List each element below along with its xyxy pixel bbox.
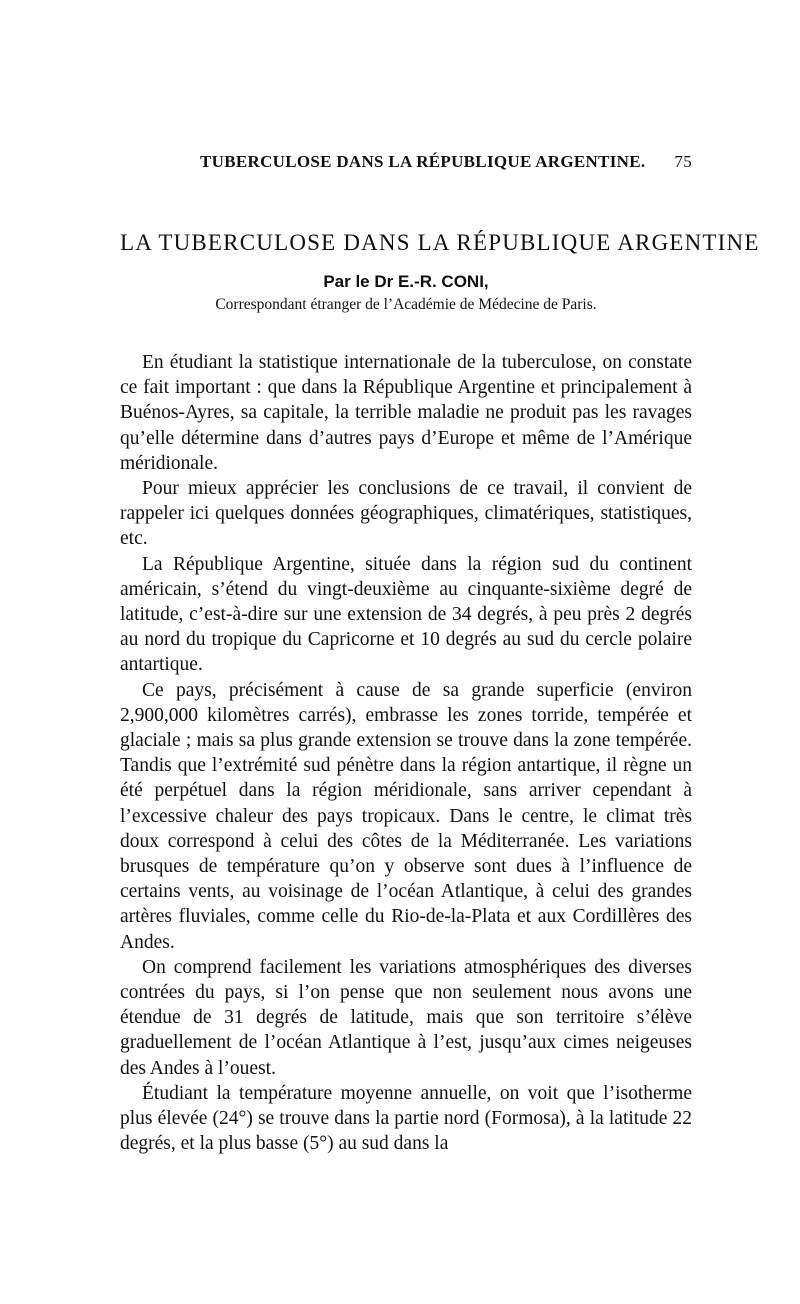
page-number: 75	[674, 152, 692, 171]
paragraph: On comprend facilement les variations atmosphériques des diverses contrées du pays, si l’on pense que non seulement nous avons une étendue de 31 degrés de latitude, mais que son territoire s’élève graduellement de l’océan Atlantique à l’est, jusqu’aux cimes neigeuses des Andes à l’ouest.	[120, 956, 692, 1079]
author-affiliation: Correspondant étranger de l’Académie de Médecine de Paris.	[215, 296, 597, 313]
paragraph: La République Argentine, située dans la région sud du continent américain, s’étend du vingt-deuxième au cinquante-sixième degré de latitude, c’est-à-dire sur une extension de 34 degrés, à peu près 2 degrés au nord du tropique du Capricorne et 10 degrés au sud du cercle polaire antartique.	[120, 553, 692, 676]
paragraph: En étudiant la statistique internationale de la tuberculose, on constate ce fait important : que dans la République Argentine et principalement à Buénos-Ayres, sa capitale, la terrible maladie ne produit pas les ravages qu’elle détermine dans d’autres pays d’Europe et même de l’Amérique méridionale.	[120, 352, 692, 474]
running-header	[120, 150, 692, 178]
paragraph: Pour mieux apprécier les conclusions de ce travail, il convient de rappeler ici quelques données géographiques, climatériques, statistiques, etc.	[120, 478, 692, 550]
running-header-title: TUBERCULOSE DANS LA RÉPUBLIQUE ARGENTINE.	[200, 152, 646, 171]
paragraph: Étudiant la température moyenne annuelle, on voit que l’isotherme plus élevée (24°) se trouve dans la partie nord (Formosa), à la latitude 22 degrés, et la plus basse (5°) au sud dans la	[120, 1082, 692, 1155]
paragraph: Ce pays, précisément à cause de sa grande superficie (environ 2,900,000 kilomètres carrés), embrasse les zones torride, tempérée et glaciale ; mais sa plus grande extension se trouve dans la zone tempérée. Tandis que l’extrémité sud pénètre dans la région antartique, il règne un été perpétuel dans la région méridionale, sans arriver cependant à l’excessive chaleur des pays tropicaux. Dans le centre, le climat très doux correspond à celui des côtes de la Méditerranée. Les variations brusques de température qu’on y observe sont dues à l’influence de certains vents, au voisinage de l’océan Atlantique, à celui des grandes artères fluviales, comme celle du Rio-de-la-Plata et aux Cordillères des Andes.	[120, 679, 692, 953]
article-title: LA TUBERCULOSE DANS LA RÉPUBLIQUE ARGENTINE	[120, 230, 760, 255]
article-body	[120, 350, 692, 1157]
document-page	[120, 150, 760, 1157]
author-byline: Par le Dr E.-R. CONI,	[323, 272, 489, 291]
